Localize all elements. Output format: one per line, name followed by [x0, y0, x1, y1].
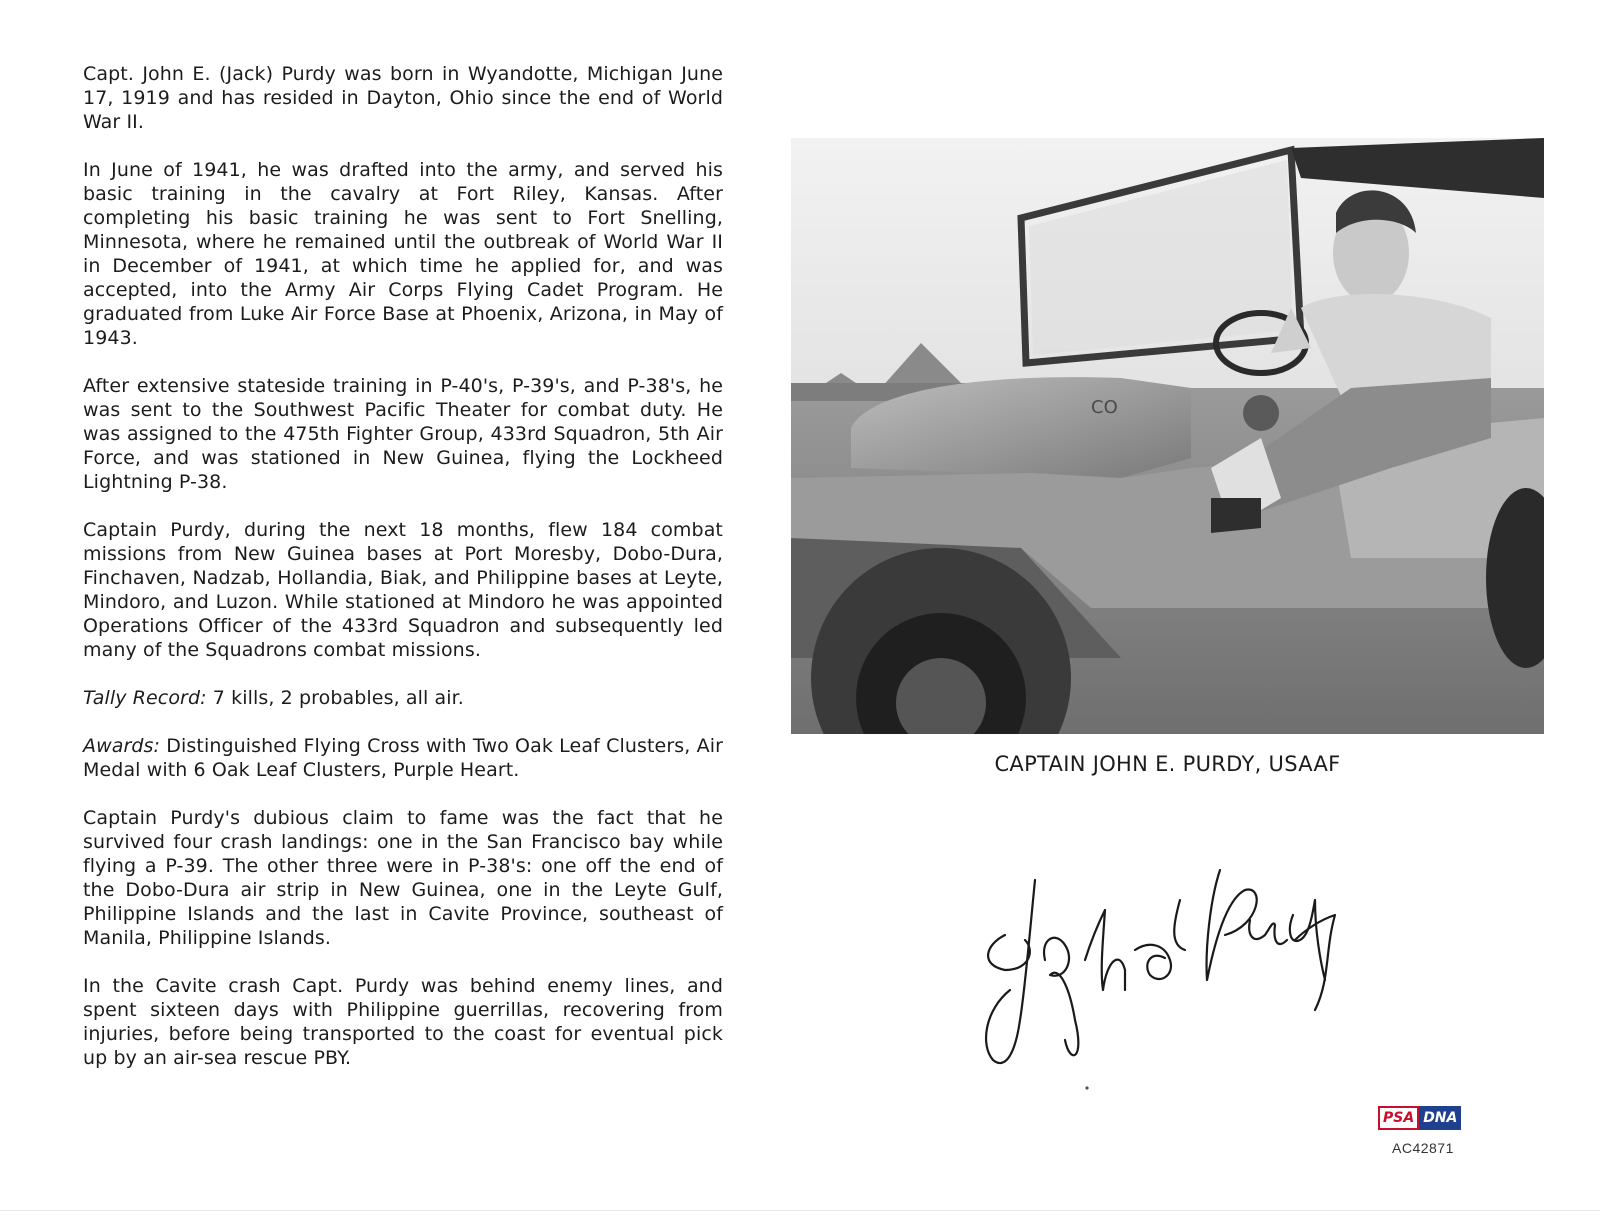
page-edge-divider — [0, 1210, 1600, 1211]
bio-tally-record — [83, 686, 723, 710]
jeep-photo-illustration — [791, 138, 1544, 734]
psa-dna-logo — [1378, 1106, 1474, 1130]
signature-ink — [975, 840, 1355, 1100]
jeep-marking: CO — [1091, 397, 1118, 418]
awards-label: Awards: — [83, 735, 161, 757]
bio-paragraph-missions: Captain Purdy, during the next 18 months, flew 184 combat missions from New Guinea bases at Port Moresby, Dobo-Dura, Finchaven, Nadzab, Hollandia, Biak, and Philippine bases at Leyte, Mindoro, and Luzon. While stationed at Mindoro he was appointed Operations Officer of the 433rd Squadron and subsequently led many of the Squadrons combat missions. — [83, 519, 723, 661]
psa-mark: PSA — [1378, 1106, 1419, 1130]
tally-value: 7 kills, 2 probables, all air. — [206, 687, 464, 709]
bio-paragraph-birth: Capt. John E. (Jack) Purdy was born in Wyandotte, Michigan June 17, 1919 and has resided in Dayton, Ohio since the end of World War II. — [83, 63, 723, 133]
tally-label: Tally Record: — [83, 687, 207, 709]
dna-mark: DNA — [1419, 1106, 1461, 1130]
awards-value: Distinguished Flying Cross with Two Oak Leaf Clusters, Air Medal with 6 Oak Leaf Clusters, Purple Heart. — [83, 735, 723, 781]
jeep-photo — [791, 138, 1544, 734]
biography-text — [83, 62, 723, 1094]
bio-paragraph-draft: In June of 1941, he was drafted into the army, and served his basic training in the cavalry at Fort Riley, Kansas. After completing his basic training he was sent to Fort Snelling, Minnesota, where he remained until the outbreak of World War II in December of 1941, at which time he applied for, and was accepted, into the Army Air Corps Flying Cadet Program. He graduated from Luke Air Force Base at Phoenix, Arizona, in May of 1943. — [83, 159, 723, 349]
photo-caption: CAPTAIN JOHN E. PURDY, USAAF — [994, 752, 1341, 776]
bio-paragraph-crashes: Captain Purdy's dubious claim to fame was the fact that he survived four crash landings: one in the San Francisco bay while flying a P-39. The other three were in P-38's: one off the end of the Dobo-Dura air strip in New Guinea, one in the Leyte Gulf, Philippine Islands and the last in Cavite Province, southeast of Manila, Philippine Islands. — [83, 807, 723, 949]
certificate-number: AC42871 — [1392, 1140, 1454, 1156]
bio-paragraph-cavite: In the Cavite crash Capt. Purdy was behind enemy lines, and spent sixteen days with Philippine guerrillas, recovering from injuries, before being transported to the coast for eventual pick up by an air-sea rescue PBY. — [83, 975, 723, 1069]
bio-awards — [83, 734, 723, 782]
autograph-signature — [975, 840, 1355, 1100]
bio-paragraph-training: After extensive stateside training in P-40's, P-39's, and P-38's, he was sent to the Southwest Pacific Theater for combat duty. He was assigned to the 475th Fighter Group, 433rd Squadron, 5th Air Force, and was stationed in New Guinea, flying the Lockheed Lightning P-38. — [83, 375, 723, 493]
